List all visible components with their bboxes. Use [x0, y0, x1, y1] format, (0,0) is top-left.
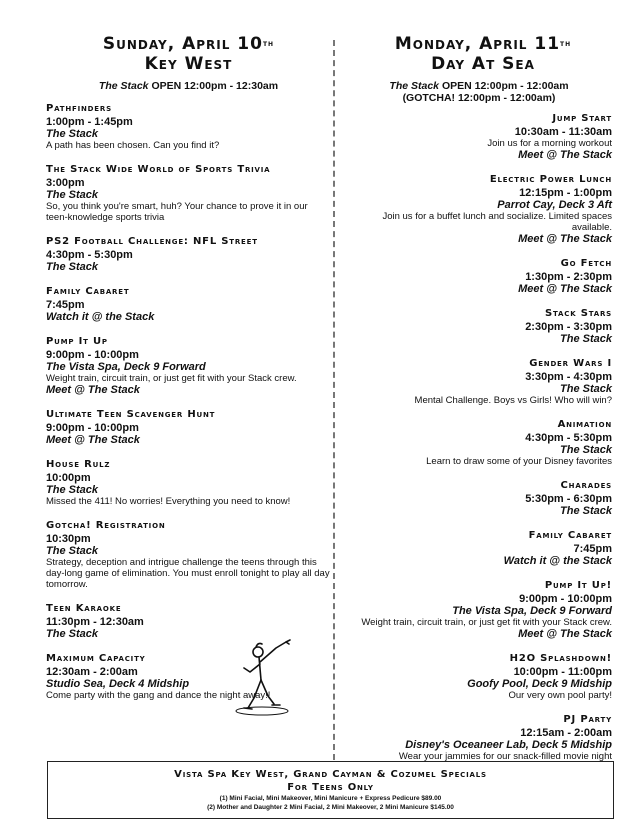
event-desc: Strategy, deception and intrigue challenge the teens through this day-long game of elimination. You must enroll tonight to play all day tomorrow.	[46, 557, 330, 590]
event-time: 1:00pm - 1:45pm	[46, 116, 133, 128]
event-title: Go Fetch	[560, 258, 612, 269]
event-location: Watch it @ the Stack	[46, 311, 155, 323]
event-location: Disney's Oceaneer Lab, Deck 5 Midship	[405, 739, 612, 751]
event-location: Meet @ The Stack	[518, 283, 612, 295]
gotcha-hours: (GOTCHA! 12:00pm - 12:00am)	[402, 92, 556, 104]
event-desc: Missed the 411! No worries! Everything you need to know!	[46, 496, 291, 507]
event-scavenger-hunt	[46, 408, 331, 446]
event-desc: Join us for a morning workout	[487, 138, 612, 149]
event-time: 10:30am - 11:30am	[514, 126, 612, 138]
event-desc: Weight train, circuit train, or just get fit with your Stack crew.	[361, 617, 612, 628]
column-divider	[333, 40, 335, 760]
event-time: 4:30pm - 5:30pm	[525, 432, 612, 444]
monday-stack-open	[346, 80, 612, 104]
event-location: The Stack	[560, 383, 612, 395]
event-location: Parrot Cay, Deck 3 Aft	[497, 199, 612, 211]
event-title: Pathfinders	[46, 103, 112, 114]
event-title: Electric Power Lunch	[489, 174, 612, 185]
event-desc: Join us for a buffet lunch and socialize. Limited spaces available.	[382, 211, 612, 233]
specials-offer-2: (2) Mother and Daughter 2 Mini Facial, 2 Mini Makeover, 2 Mini Manicure $145.00	[207, 804, 454, 811]
event-time: 2:30pm - 3:30pm	[525, 321, 612, 333]
event-time: 9:00pm - 10:00pm	[46, 422, 139, 434]
event-location: The Stack	[560, 333, 612, 345]
event-time: 7:45pm	[573, 543, 612, 555]
event-location: The Stack	[560, 444, 612, 456]
monday-column	[346, 34, 612, 774]
event-time: 5:30pm - 6:30pm	[525, 493, 612, 505]
event-title: Maximum Capacity	[46, 653, 146, 664]
event-meeting-point: Meet @ The Stack	[46, 384, 140, 396]
event-desc: A path has been chosen. Can you find it?	[46, 140, 220, 151]
event-location: Meet @ The Stack	[518, 149, 612, 161]
event-charades	[346, 479, 612, 517]
event-gender-wars	[346, 357, 612, 406]
event-location: Watch it @ the Stack	[503, 555, 612, 567]
event-meeting-point: Meet @ The Stack	[518, 233, 612, 245]
event-location: The Stack	[46, 189, 98, 201]
event-go-fetch	[346, 257, 612, 295]
event-gotcha-registration	[46, 519, 331, 590]
event-time: 9:00pm - 10:00pm	[46, 349, 139, 361]
event-title: Jump Start	[552, 113, 612, 124]
event-teen-karaoke	[46, 602, 331, 640]
event-title: Family Cabaret	[528, 530, 612, 541]
event-time: 10:00pm - 11:00pm	[513, 666, 612, 678]
sunday-title-sup: th	[262, 39, 275, 49]
stack-open-label: The Stack	[98, 80, 149, 92]
sunday-title	[46, 34, 331, 74]
sunday-column	[46, 34, 331, 713]
sunday-title-line1: Sunday, April 10	[102, 34, 263, 54]
event-desc: Weight train, circuit train, or just get fit with your Stack crew.	[46, 373, 297, 384]
stack-open-text: OPEN 12:00pm - 12:00am	[441, 80, 569, 92]
event-time: 10:00pm	[46, 472, 91, 484]
event-title: The Stack Wide World of Sports Trivia	[46, 164, 271, 175]
monday-title	[354, 34, 612, 74]
event-time: 12:30am - 2:00am	[46, 666, 138, 678]
event-h2o-splashdown	[346, 652, 612, 701]
event-pump-it-up	[346, 579, 612, 640]
event-time: 10:30pm	[46, 533, 91, 545]
event-location: The Vista Spa, Deck 9 Forward	[46, 361, 206, 373]
event-title: PJ Party	[563, 714, 612, 725]
event-location: The Vista Spa, Deck 9 Forward	[452, 605, 612, 617]
event-title: Gotcha! Registration	[46, 520, 166, 531]
event-family-cabaret	[346, 529, 612, 567]
monday-title-line2: Day At Sea	[431, 54, 535, 74]
event-title: Animation	[557, 419, 612, 430]
stack-open-text: OPEN 12:00pm - 12:30am	[151, 80, 279, 92]
event-desc: Learn to draw some of your Disney favorites	[426, 456, 612, 467]
event-location: The Stack	[46, 128, 98, 140]
event-ps2-football	[46, 235, 331, 273]
specials-offer-1: (1) Mini Facial, Mini Makeover, Mini Manicure + Express Pedicure $89.00	[219, 795, 442, 802]
event-location: Studio Sea, Deck 4 Midship	[46, 678, 190, 690]
event-desc: Wear your jammies for our snack-filled movie night	[398, 751, 612, 762]
event-time: 12:15pm - 1:00pm	[519, 187, 612, 199]
event-meeting-point: Meet @ The Stack	[518, 628, 612, 640]
spa-specials-box	[47, 761, 614, 819]
event-family-cabaret	[46, 285, 331, 323]
event-time: 3:00pm	[46, 177, 85, 189]
event-location: The Stack	[560, 505, 612, 517]
event-desc: So, you think you're smart, huh? Your chance to prove it in our teen-knowledge sports trivia	[46, 201, 308, 223]
event-location: The Stack	[46, 261, 98, 273]
event-title: Pump It Up!	[544, 580, 612, 591]
event-title: Gender Wars I	[529, 358, 612, 369]
event-title: Teen Karaoke	[46, 603, 122, 614]
event-sports-trivia	[46, 163, 331, 223]
event-location: Goofy Pool, Deck 9 Midship	[467, 678, 612, 690]
event-time: 9:00pm - 10:00pm	[519, 593, 612, 605]
event-jump-start	[346, 112, 612, 161]
event-time: 11:30pm - 12:30am	[46, 616, 144, 628]
event-title: H2O Splashdown!	[509, 653, 612, 664]
event-time: 3:30pm - 4:30pm	[525, 371, 612, 383]
event-title: House Rulz	[46, 459, 111, 470]
sunday-stack-open	[46, 80, 331, 92]
event-title: Ultimate Teen Scavenger Hunt	[46, 409, 216, 420]
event-title: Stack Stars	[545, 308, 612, 319]
event-pj-party	[346, 713, 612, 762]
event-desc: Come party with the gang and dance the night away!!	[46, 690, 271, 701]
event-pathfinders	[46, 102, 331, 151]
dancer-illustration	[228, 638, 298, 718]
event-stack-stars	[346, 307, 612, 345]
event-location: Meet @ The Stack	[46, 434, 140, 446]
event-title: Charades	[560, 480, 612, 491]
event-desc: Our very own pool party!	[508, 690, 612, 701]
monday-title-line1: Monday, April 11	[394, 34, 561, 54]
event-time: 7:45pm	[46, 299, 85, 311]
event-desc: Mental Challenge. Boys vs Girls! Who will win?	[414, 395, 612, 406]
sunday-title-line2: Key West	[144, 54, 233, 74]
event-title: PS2 Football Challenge: NFL Street	[46, 236, 258, 247]
specials-subtitle: For Teens Only	[287, 782, 374, 793]
event-title: Family Cabaret	[46, 286, 130, 297]
event-electric-power-lunch	[346, 173, 612, 245]
specials-title: Vista Spa Key West, Grand Cayman & Cozumel Specials	[174, 769, 487, 780]
event-time: 4:30pm - 5:30pm	[46, 249, 133, 261]
event-animation	[346, 418, 612, 467]
monday-title-sup: th	[560, 39, 572, 49]
event-pump-it-up	[46, 335, 331, 396]
event-location: The Stack	[46, 545, 98, 557]
event-house-rulz	[46, 458, 331, 507]
event-location: The Stack	[46, 628, 98, 640]
stack-open-label: The Stack	[389, 80, 440, 92]
event-title: Pump It Up	[46, 336, 108, 347]
event-time: 1:30pm - 2:30pm	[525, 271, 612, 283]
event-location: The Stack	[46, 484, 98, 496]
event-time: 12:15am - 2:00am	[520, 727, 612, 739]
